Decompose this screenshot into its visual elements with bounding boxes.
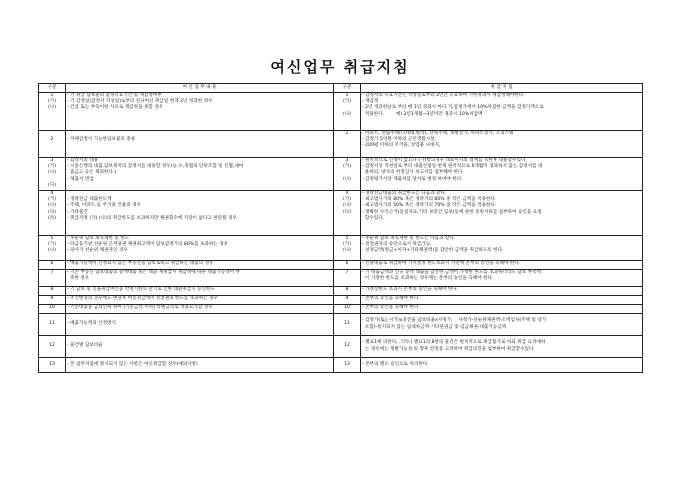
header-right-title: 취 급 지 침: [361, 84, 643, 93]
table-row: [39, 314, 643, 336]
table-row: [39, 236, 643, 261]
row-right-content: - 아파트, 연립주택(다세대,빌라), 단독주택, 계별상가, 아파트상가, 오피스텔 - 감정가 5억원 이하의 근린생활시설, - 200평 이하의 주거용, 상업용 나대지,: [361, 131, 643, 158]
row-right-content: - 신용대출로 취급하며 가지결정 한도초과시 사전에 본부의 승인을 득해야 한다.: [361, 261, 643, 270]
row-left-number: 5 (가) (나): [39, 236, 66, 261]
table-header-row: [39, 84, 643, 93]
row-right-number: 13: [334, 358, 361, 373]
row-left-number: 13: [39, 358, 66, 373]
row-right-content: - 후순위 담보 취득제한 및 한도는 다음과 같다. - 전결권자의 승인으로서 취급가능, - 설정금액(원금+이자+기타채권액)을 감안한 금액을 취급하도록 한다.: [361, 236, 643, 261]
row-right-content: - 원칙적으로 인정이 않으나 (가)항의경우 대표이사의 결재를 득한후 대용할수있다 - 감정서상 작성일로 부터 대출신청일 현재 원칙적으로 6개월이 경과하지 않는 감정서를 대 용하되, 당사의 한정심사 보고서를 첨부해야 한다. - 감정평가사상 제출처를 당사로 변경 하여야 한다.: [361, 158, 643, 191]
row-right-number: 7: [334, 270, 361, 287]
row-left-content: - 자체감정이 가능한담보물의 종류: [66, 131, 334, 158]
table-row: [39, 336, 643, 358]
row-right-number: 2: [334, 131, 361, 158]
row-right-number: 8: [334, 287, 361, 296]
row-left-content: - 매출가능액의 산정방식: [66, 314, 334, 336]
table-row: [39, 131, 643, 158]
table-row: [39, 305, 643, 314]
row-right-number: 1 (가) (나): [334, 93, 361, 131]
row-right-number: 6: [334, 261, 361, 270]
row-left-number: 10: [39, 305, 66, 314]
row-right-content: - 본부의 승인을 득해야 한다.: [361, 305, 643, 314]
row-right-content: - 본부의 별도 승인으로 처리한다.: [361, 358, 643, 373]
row-left-number: 2: [39, 131, 66, 158]
table-row: [39, 191, 643, 236]
document-title: 여신업무 취급지침: [270, 58, 410, 76]
header-gubun-right: 구분: [334, 84, 361, 93]
row-left-content: - 후순위 담보 취득제한 및 한도 - 타금융기관 선순위 근저당권 채권최고액이 담보감정가의 80%를 초과하는 경우 - 당사가 선순위 채권자인 경우: [66, 236, 334, 261]
table-row: [39, 296, 643, 305]
row-right-number: 4 (가) (나) (다): [334, 191, 361, 236]
row-left-content: - 기존 부동산 담보대출의 승액대출 혹은 대환 재취급시 재감정에 따른 대출가능액이 부 족한 경우: [66, 270, 334, 287]
row-left-number: 9: [39, 296, 66, 305]
row-left-number: 6: [39, 261, 66, 270]
row-left-number: 7: [39, 270, 66, 287]
row-right-number: 12: [334, 336, 361, 358]
row-right-content: - 감정가(또는시가)x충진율 담보비율x사정가, 사정가-선순위채권액-소액임차(주택 및 상가 포함)-통지되지 않는 임대차금액-기타단권금 및 임금채권-대출가능금액: [361, 314, 643, 336]
row-right-number: 9: [334, 296, 361, 305]
table-row: [39, 261, 643, 270]
guideline-table: [38, 83, 643, 373]
row-left-content: - 본 업무지침에 명시되지 않는 사항은 여신취급할 경우(예외사항): [66, 358, 334, 373]
row-right-number: 5 (가) (나): [334, 236, 361, 261]
row-left-number: 11: [39, 314, 66, 336]
row-right-content: - 본부의 승인을 득해야 한다.: [361, 296, 643, 305]
row-right-number: 10: [334, 305, 361, 314]
row-left-number: 8: [39, 287, 66, 296]
row-left-number: 4 (가) (나) (다) (라): [39, 191, 66, 236]
row-right-content: - 기 대출금액과 신규 증액 대출을 합산한 금액이 가정한 한도를 초과하더라도 담보 부족액 이 가정한 한도를 초과하는 경우에는 본부의 승인을 득해야 한다.: [361, 270, 643, 287]
row-right-number: 11: [334, 314, 361, 336]
row-left-content: - 매출가능액이 산정되지 않는 부동산을 담보로하고 취급하는 대출의 경우: [66, 261, 334, 270]
row-left-content: - 물건별 담보비율: [66, 336, 334, 358]
table-row: [39, 158, 643, 191]
header-gubun-left: 구분: [39, 84, 66, 93]
table-row: [39, 287, 643, 296]
row-left-content: - 조건변경의 경우에도 변경후 여신취급액이 전결권의 한도를 초과하는 경우: [66, 296, 334, 305]
row-right-content: - 별표1에 의한다, 그러나 별표1의 8항의 물건은 원칙적으로 취급불가로 하되 취급 요지에하 는 경우에는 재발가능성 및 향후 전망을 고려하여 취급의견을 첨부하여 취급할수있다.: [361, 336, 643, 358]
row-left-content: - 기 취급 담보물의 감정유효기간 및 재감정여부 - 기 감정일(감정서 작성일)로부터 신규여신 취급일 현재 2년 경과한 경우 - 긴급 또는 부득이한 사유로 재감정을 못할 경우: [66, 93, 334, 131]
row-left-number: 3 (가) (나) (다): [39, 158, 66, 191]
table-row: [39, 93, 643, 131]
row-left-number: 1 (가) (나): [39, 93, 66, 131]
row-right-content: - 경락잔금대출의 취급한도는 다음과 같다. - 최고법사가의 80% 혹은 경락가의 80% 중 작은 금액을 적용한다. - 최고법사가의 50% 혹은 경락가의 70% 중 작은 금액을 적용한다. - 명확한 수익근거(동업자료,기타 보증인 입보)등에 관한 증빙서류를 첨부하여 승인을 요청 할수있다.: [361, 191, 643, 236]
table-row: [39, 270, 643, 287]
header-left-title: 여 신 업 무 내 용: [66, 84, 334, 93]
row-left-content: - 감정서의 대용 - 시중은행의 대출 담보목적의 감정서를 대용할 경우(농,수,축협의 단위조합 및 신협,새마 을금고 등은 제외한다.) - 제출서 면검: [66, 158, 334, 191]
row-right-content: - 가정장한도 초과시 본부의 승인을 득해야 한다.: [361, 287, 643, 296]
row-right-content: - 감정서의 유효기간은 작성일로부터 2년간 유효하며 기한경과시 재감정해야한다. - 재감정 - 2년 경과한날로 부터 매 1년 경과시 마다 기,감정가에서 10%차감한 금액을 감정가액으로 적용한다. 예) 2년1개월~3년미만 경과시 10%차감액: [361, 93, 643, 131]
row-left-content: - 경락잔금 대출한도액 - 주택, 아파트,등 주거용 건물의 경우 - 기타물건 - 취급자정 (가) (나)의 취급한도를 초과하지만 채권회수에 지장이 없다고 판단될 경우: [66, 191, 334, 236]
row-left-content: - 기준대출을 금리인하 하여 (기준금리 이하) 특별금리로 적용요가할 경우: [66, 305, 334, 314]
row-left-number: 12: [39, 336, 66, 358]
table-row: [39, 358, 643, 373]
row-left-content: - 기 담보 및 신용취급여신중 약정기한의 만기로 인한 대환취급시 승인한도: [66, 287, 334, 296]
row-right-number: 3 (가) (나): [334, 158, 361, 191]
